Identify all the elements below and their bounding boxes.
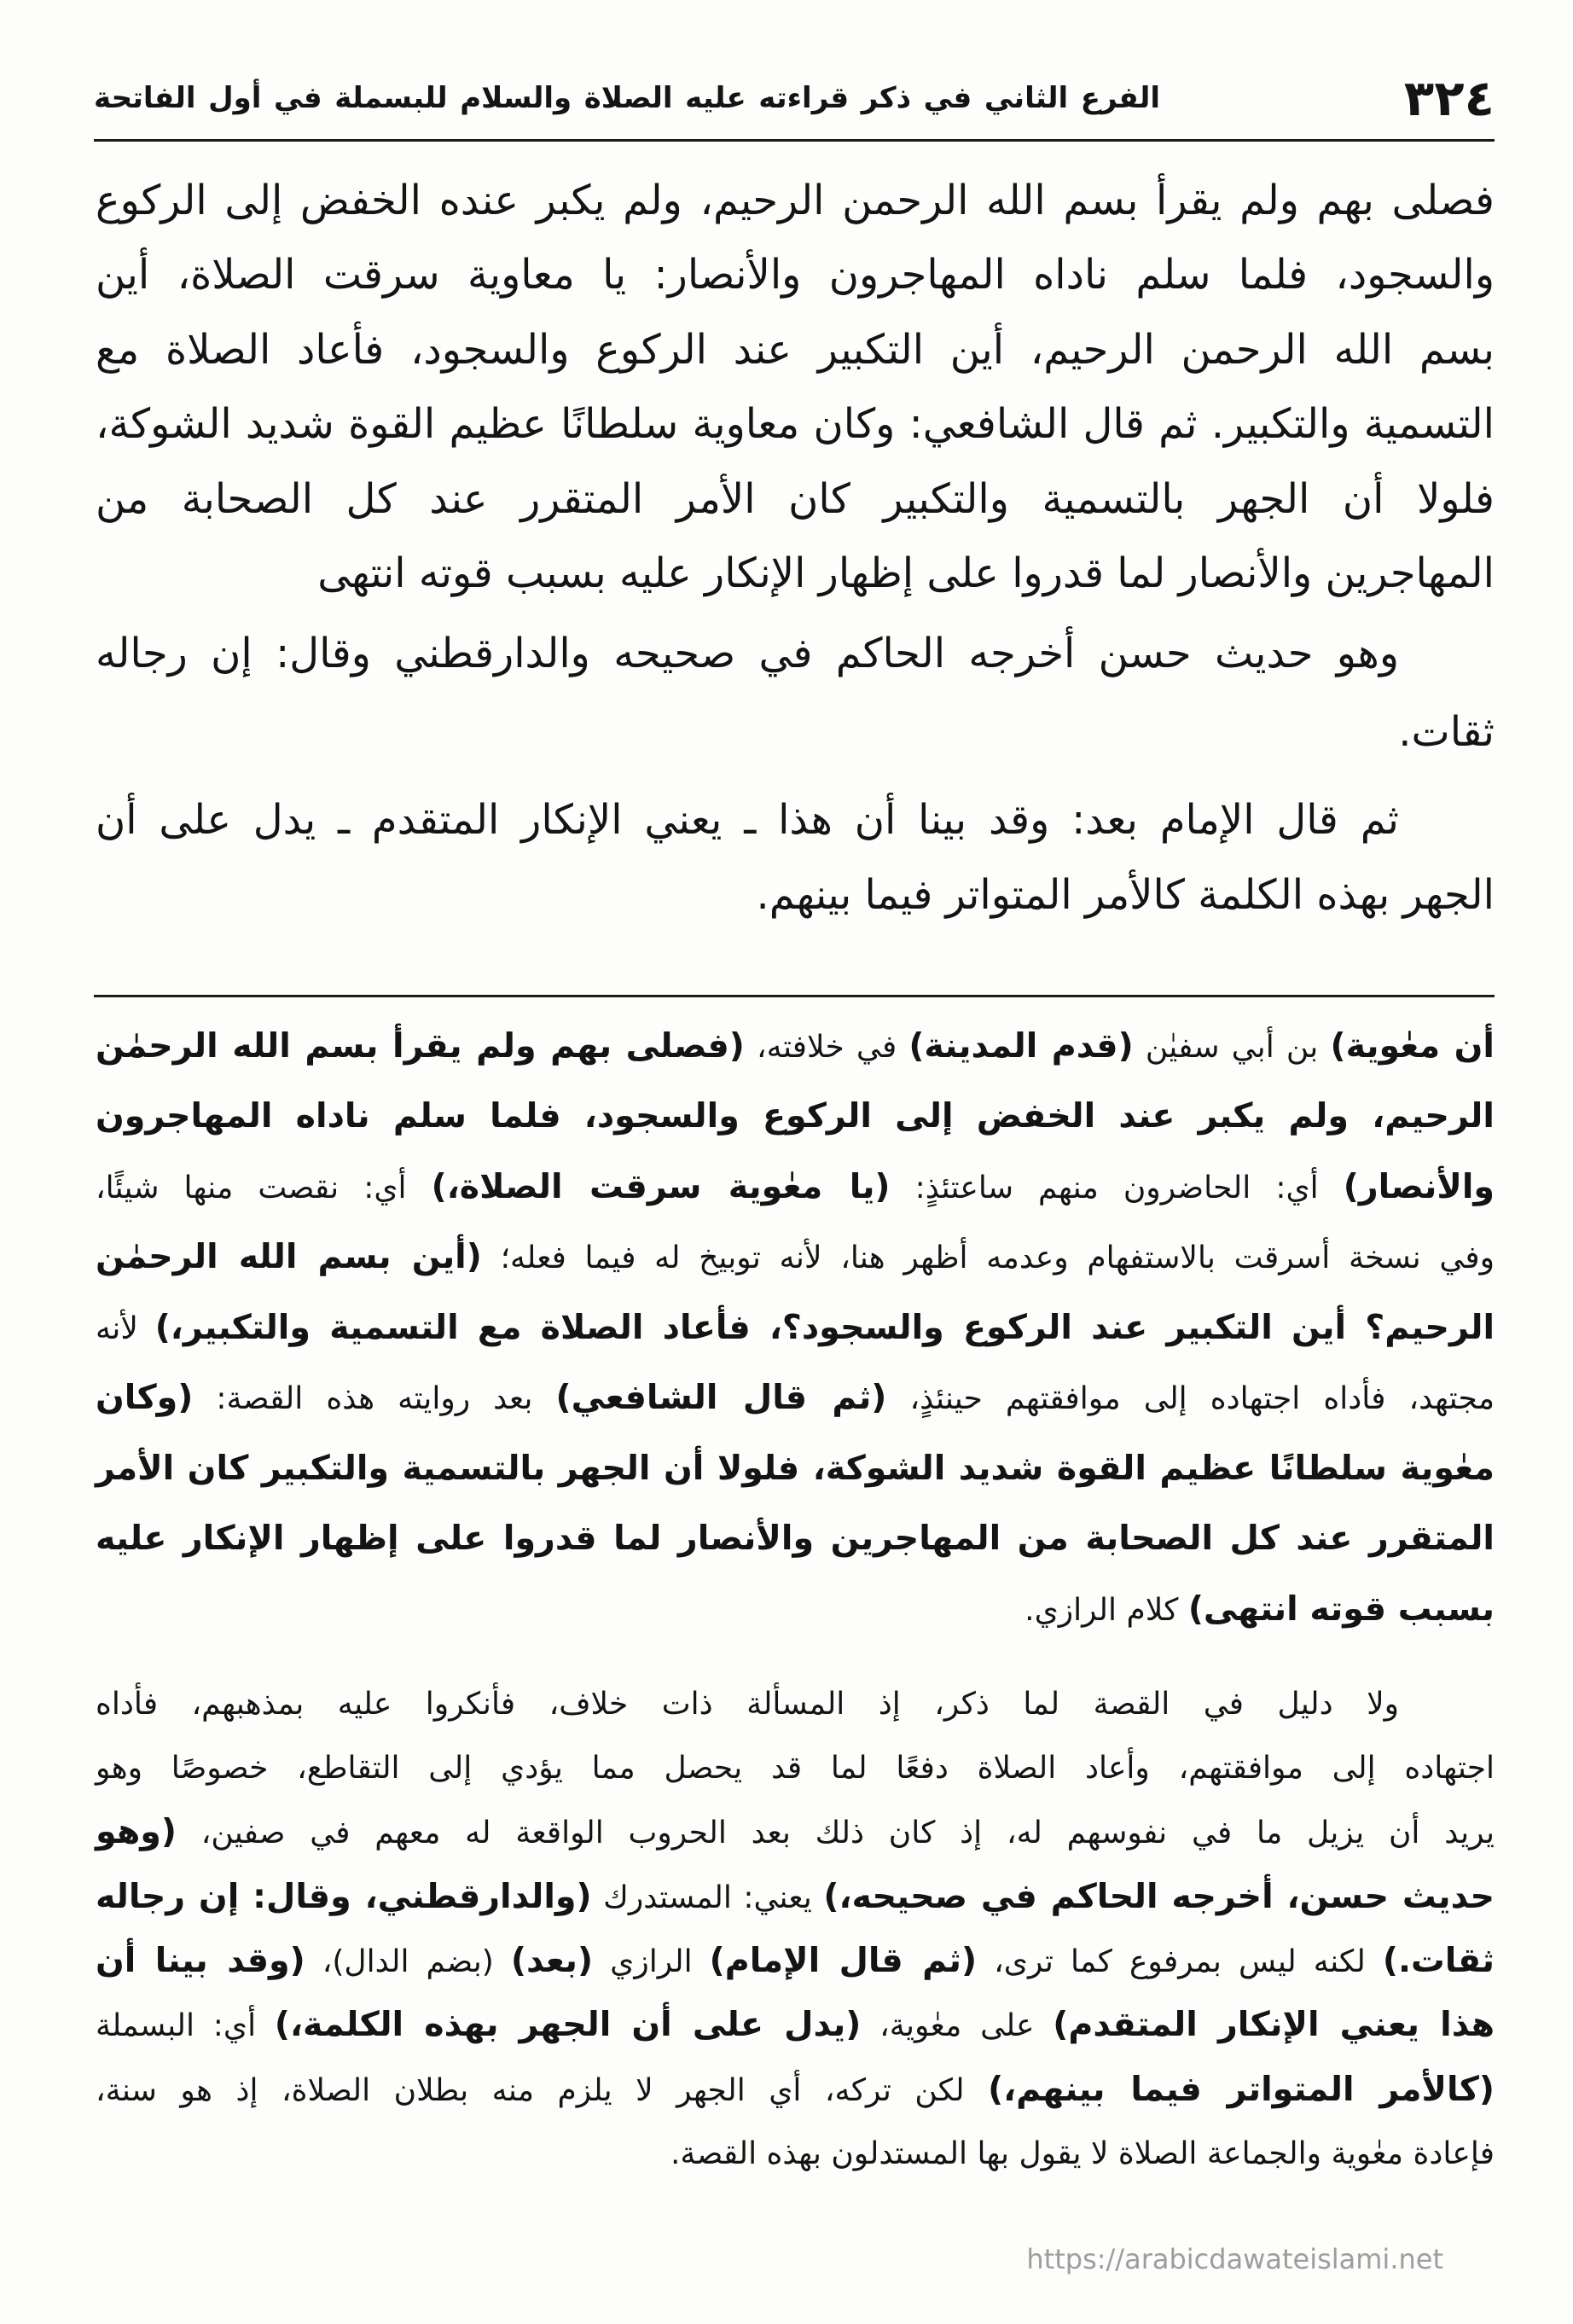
commentary-run: فإعادة معٰوية والجماعة الصلاة لا يقول بها المستدلون بهذه القصة. (670, 2136, 1495, 2171)
main-text-line: فلولا أن الجهر بالتسمية والتكبير كان الأمر المتقرر عند كل الصحابة من (96, 475, 1495, 523)
watermark-url: https://arabicdawateislami.net (1026, 2243, 1443, 2275)
matn-quote-run: (وكان (96, 1378, 194, 1417)
commentary-line (96, 1011, 1495, 1083)
commentary-run: في خلافته، (744, 1030, 909, 1065)
matn-quote-run: والأنصار) (1343, 1167, 1495, 1206)
commentary-line (96, 2122, 1495, 2186)
main-text-line: المهاجرين والأنصار لما قدروا على إظهار الإنكار عليه بسبب قوته انتهى (317, 549, 1495, 597)
commentary-run: لأنه (96, 1311, 155, 1346)
matn-quote-run: (يدل على أن الجهر بهذه الكلمة،) (274, 2005, 862, 2044)
matn-quote-run: أن معٰوية) (1330, 1026, 1495, 1066)
matn-quote-run: الرحيم؟ أين التكبير عند الركوع والسجود؟، فأعاد الصلاة مع التسمية والتكبير،) (154, 1308, 1495, 1347)
commentary-line (96, 1736, 1495, 1800)
commentary-line (96, 1293, 1495, 1364)
commentary-run: (بضم الدال)، (305, 1944, 511, 1979)
matn-quote-run: (وهو (96, 1812, 177, 1851)
matn-quote-run: حديث حسن، أخرجه الحاكم في صحيحه،) (823, 1877, 1495, 1916)
main-text-line: والسجود، فلما سلم ناداه المهاجرون والأنصار: يا معاوية سرقت الصلاة، أين (96, 251, 1495, 299)
commentary-run: يعني: المستدرك (591, 1880, 824, 1915)
commentary-run: على معٰوية، (861, 2008, 1054, 2043)
matn-quote-run: (والدارقطني، وقال: إن رجاله (96, 1877, 592, 1916)
commentary-line (96, 2058, 1495, 2123)
running-header (94, 60, 1495, 137)
matn-quote-run: الرحيم، ولم يكبر عند الخفض إلى الركوع والسجود، فلما سلم ناداه المهاجرون (96, 1096, 1495, 1136)
matn-quote-run: (قدم المدينة) (908, 1026, 1134, 1066)
commentary-run: مجتهد، فأداه اجتهاده إلى موافقتهم حينئذٍ، (886, 1381, 1495, 1416)
matn-quote-run: هذا يعني الإنكار المتقدم) (1053, 2005, 1495, 2044)
main-text-line: ثقات. (1398, 708, 1495, 756)
commentary-run: بن أبي سفيٰن (1133, 1030, 1331, 1065)
matn-quote-run: بسبب قوته انتهى) (1187, 1589, 1495, 1629)
commentary-line (96, 1800, 1495, 1865)
commentary-divider (94, 995, 1495, 997)
page-number: ٣٢٤ (1403, 69, 1495, 127)
matn-quote-run: (بعد) (510, 1941, 594, 1980)
matn-quote-run: معٰوية سلطانًا عظيم القوة شديد الشوكة، فلولا أن الجهر بالتسمية والتكبير كان الأمر (96, 1449, 1495, 1488)
commentary-line (96, 1574, 1495, 1646)
commentary-run: كلام الرازي. (1024, 1593, 1188, 1628)
running-title: الفرع الثاني في ذكر قراءته عليه الصلاة والسلام للبسملة في أول الفاتحة (94, 81, 1160, 115)
matn-quote-run: (يا معٰوية سرقت الصلاة،) (431, 1167, 891, 1206)
main-text-line: وهو حديث حسن أخرجه الحاكم في صحيحه والدارقطني وقال: إن رجاله (96, 630, 1399, 677)
matn-quote-run: (ثم قال الإمام) (709, 1941, 978, 1980)
commentary-run: ولا دليل في القصة لما ذكر، إذ المسألة ذات خلاف، فأنكروا عليه بمذهبهم، فأداه (96, 1687, 1399, 1722)
commentary-line (96, 1929, 1495, 1994)
matn-quote-run: (كالأمر المتواتر فيما بينهم،) (988, 2070, 1495, 2109)
commentary-run: أي: نقصت منها شيئًا، (96, 1171, 432, 1206)
main-text-line: ثم قال الإمام بعد: وقد بينا أن هذا ـ يعني الإنكار المتقدم ـ يدل على أن (96, 796, 1399, 844)
matn-quote-run: ثقات.) (1382, 1941, 1495, 1980)
commentary-line (96, 1081, 1495, 1153)
commentary-line (96, 1433, 1495, 1505)
commentary-line (96, 1222, 1495, 1293)
commentary-line (96, 1362, 1495, 1434)
matn-quote-run: (فصلى بهم ولم يقرأ بسم الله الرحمٰن (96, 1026, 745, 1066)
commentary-run: وفي نسخة أسرقت بالاستفهام وعدمه أظهر هنا، لأنه توبيخ له فيما فعله؛ (481, 1240, 1495, 1275)
commentary-run: لكنه ليس بمرفوع كما ترى، (977, 1944, 1383, 1979)
main-text-line: الجهر بهذه الكلمة كالأمر المتواتر فيما بينهم. (756, 871, 1495, 919)
matn-quote-run: المتقرر عند كل الصحابة من المهاجرين والأنصار لما قدروا على إظهار الإنكار عليه (96, 1519, 1495, 1558)
commentary-run: اجتهاده إلى موافقتهم، وأعاد الصلاة دفعًا لما قد يحصل مما يؤدي إلى التقاطع، خصوصًا وهو (96, 1751, 1495, 1786)
main-text-line: فصلى بهم ولم يقرأ بسم الله الرحمن الرحيم، ولم يكبر عنده الخفض إلى الركوع (96, 177, 1495, 224)
commentary-run: أي: الحاضرون منهم ساعتئذٍ: (890, 1171, 1344, 1206)
commentary-run: يريد أن يزيل ما في نفوسهم له، إذ كان ذلك بعد الحروب الواقعة له معهم في صفين، (176, 1816, 1495, 1850)
commentary-line (96, 1152, 1495, 1223)
commentary-line (96, 1503, 1495, 1575)
commentary-run: بعد روايته هذه القصة: (193, 1381, 556, 1416)
commentary-line (96, 1865, 1495, 1930)
commentary-line (96, 1993, 1495, 2058)
commentary-run: أي: البسملة (96, 2008, 275, 2043)
commentary-run: لكن تركه، أي الجهر لا يلزم منه بطلان الصلاة، إذ هو سنة، (96, 2073, 989, 2108)
matn-quote-run: (أين بسم الله الرحمٰن (96, 1237, 482, 1276)
matn-quote-run: (ثم قال الشافعي) (555, 1378, 887, 1417)
commentary-run: الرازي (593, 1944, 710, 1979)
header-rule (94, 139, 1495, 142)
commentary-line (96, 1672, 1495, 1736)
main-text-line: التسمية والتكبير. ثم قال الشافعي: وكان معاوية سلطانًا عظيم القوة شديد الشوكة، (96, 400, 1495, 448)
matn-quote-run: (وقد بينا أن (96, 1941, 305, 1980)
main-text-line: بسم الله الرحمن الرحيم، أين التكبير عند الركوع والسجود، فأعاد الصلاة مع (96, 326, 1495, 374)
